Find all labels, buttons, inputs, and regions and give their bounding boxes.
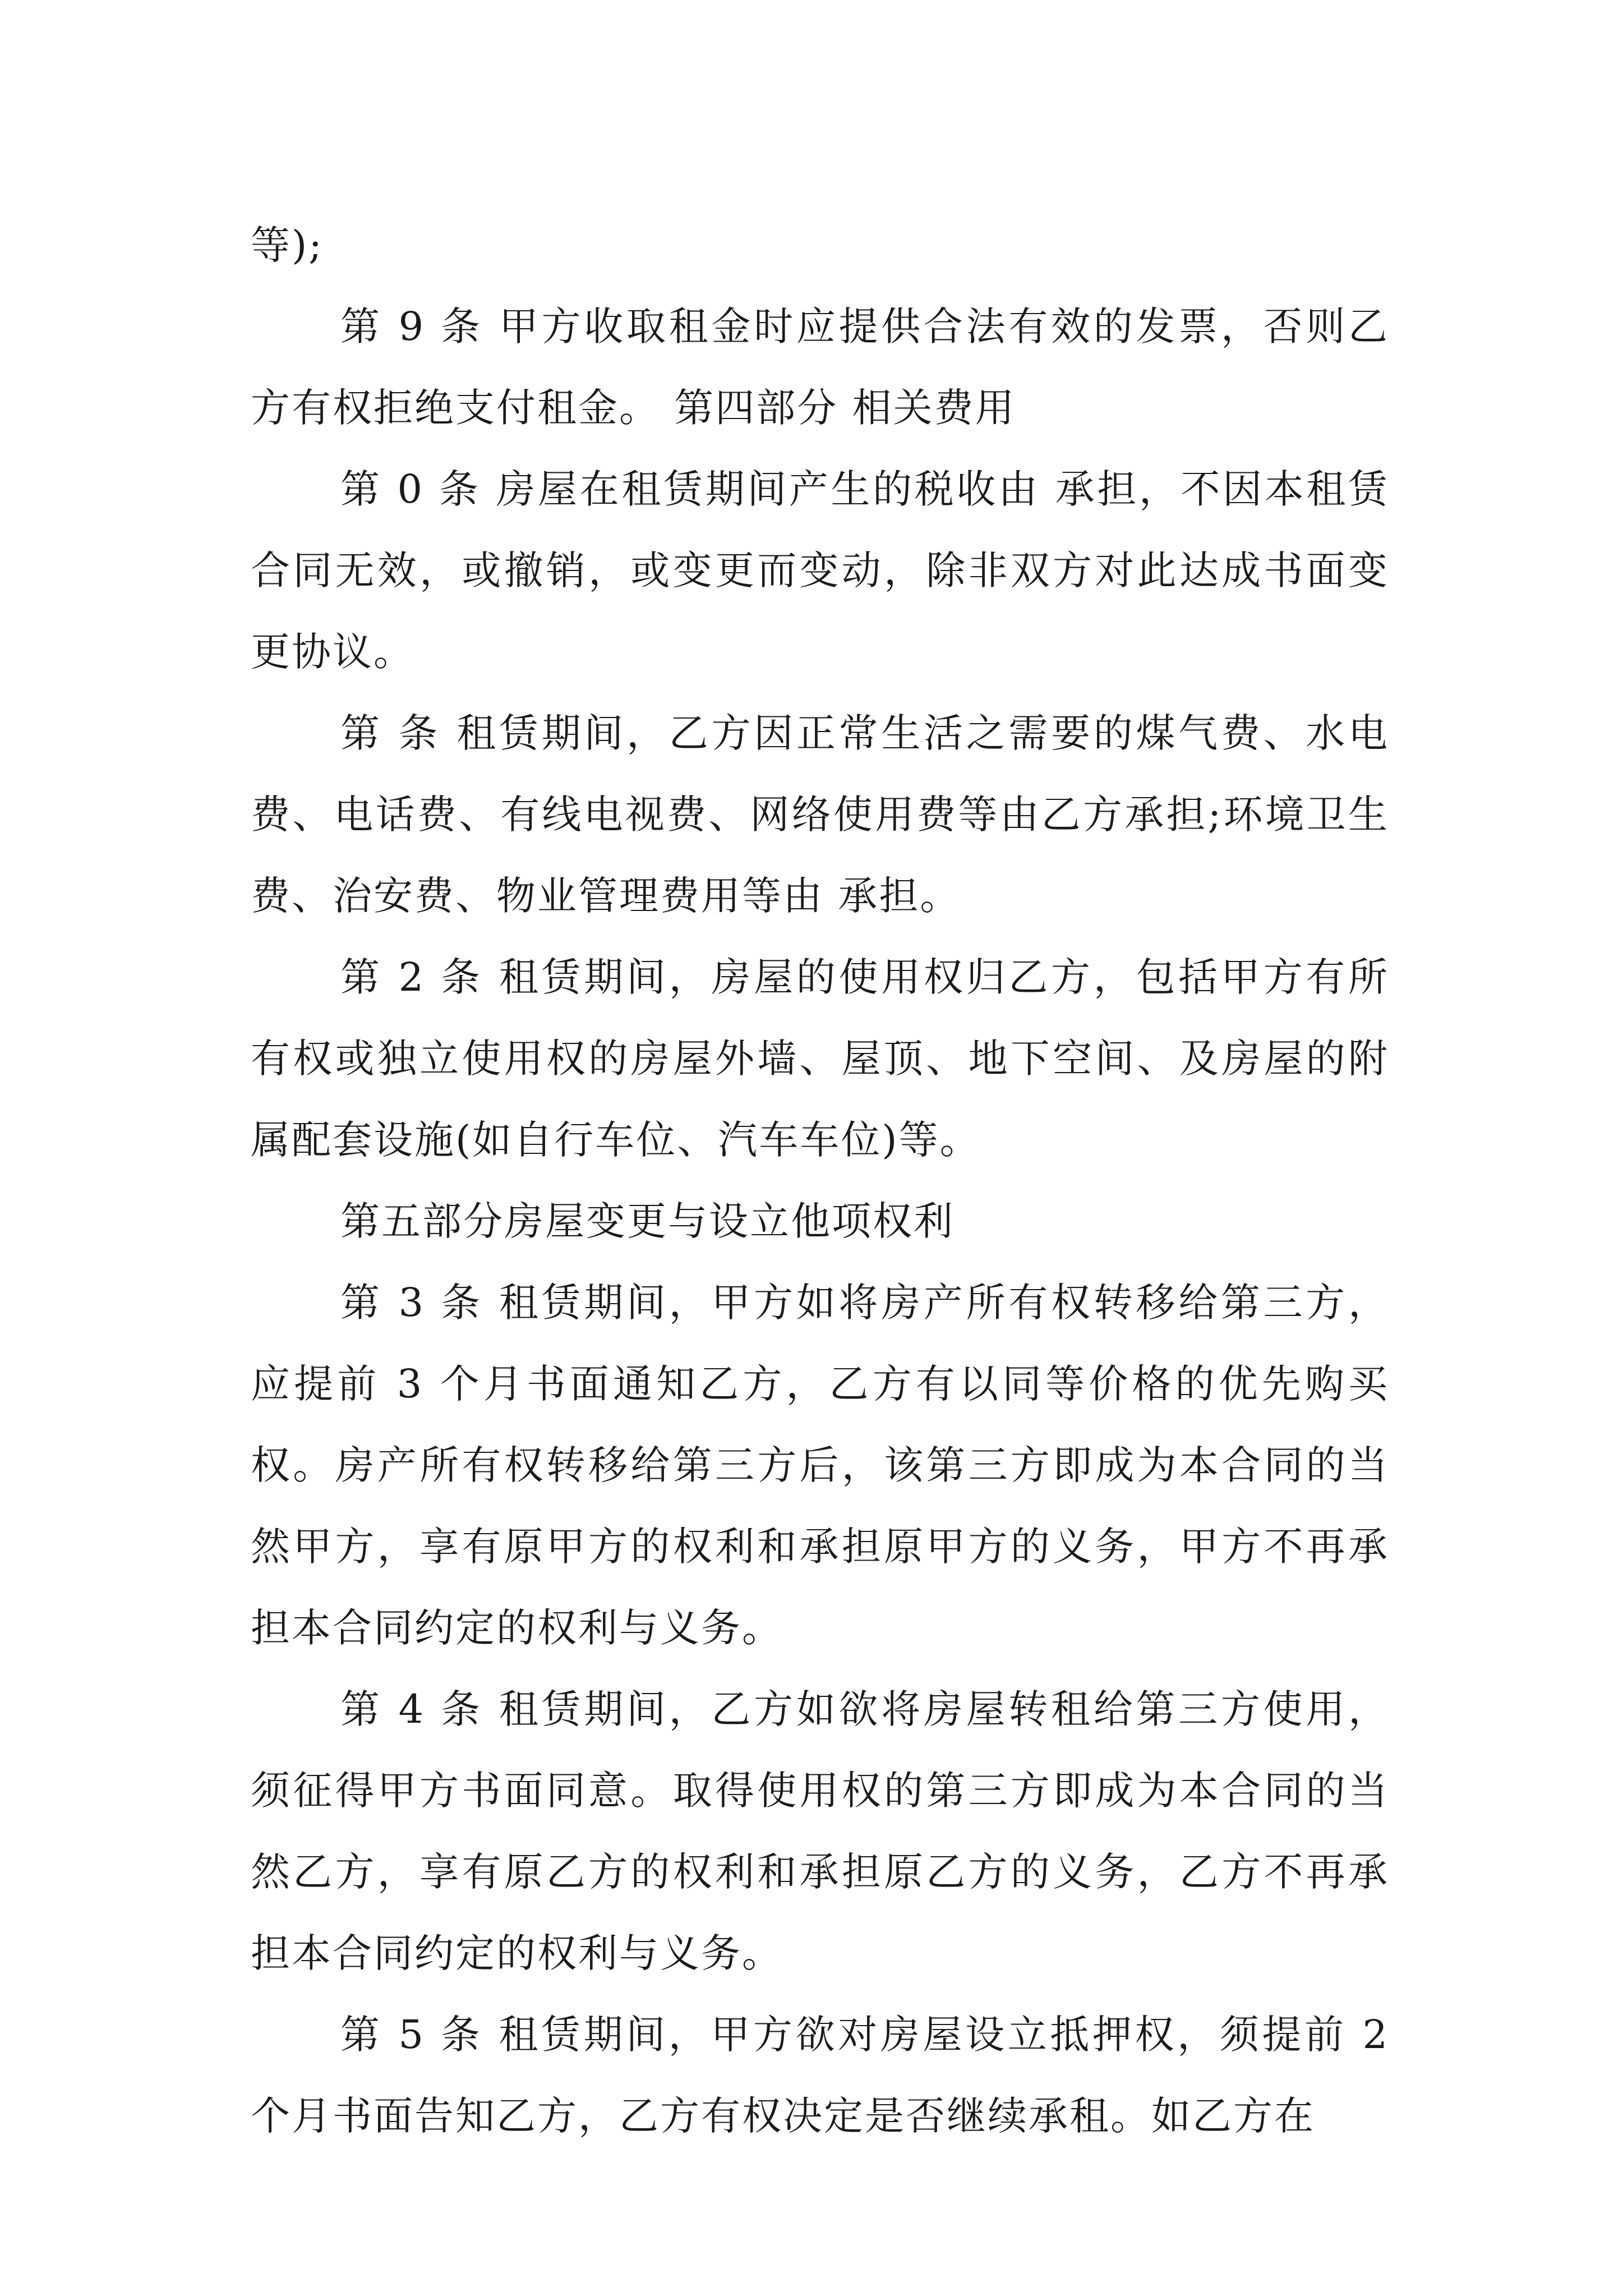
paragraph-article-11: 第 条 租赁期间，乙方因正常生活之需要的煤气费、水电费、电话费、有线电视费、网络使用费等由乙方承担;环境卫生费、治安费、物业管理费用等由 承担。 xyxy=(251,710,1389,919)
paragraph-article-10: 第 0 条 房屋在租赁期间产生的税收由 承担，不因本租赁合同无效，或撤销，或变更而变动，除非双方对此达成书面变更协议。 xyxy=(251,466,1389,675)
paragraph-continuation: 等); xyxy=(251,222,324,268)
document-body xyxy=(251,205,1389,2157)
paragraph-article-13: 第 3 条 租赁期间，甲方如将房产所有权转移给第三方，应提前 3 个月书面通知乙方，乙方有以同等价格的优先购买权。房产所有权转移给第三方后，该第三方即成为本合同的当然甲方，享有原甲方的权利和承担原甲方的义务，甲方不再承担本合同约定的权利与义务。 xyxy=(251,1280,1389,1651)
paragraph-article-12: 第 2 条 租赁期间，房屋的使用权归乙方，包括甲方有所有权或独立使用权的房屋外墙、屋顶、地下空间、及房屋的附属配套设施(如自行车位、汽车车位)等。 xyxy=(251,954,1389,1163)
section-heading-part-5: 第五部分房屋变更与设立他项权利 xyxy=(340,1198,955,1244)
paragraph-article-9: 第 9 条 甲方收取租金时应提供合法有效的发票，否则乙方有权拒绝支付租金。 第四部分 相关费用 xyxy=(251,303,1389,431)
paragraph-article-15: 第 5 条 租赁期间，甲方欲对房屋设立抵押权，须提前 2 个月书面告知乙方，乙方有权决定是否继续承租。如乙方在 xyxy=(251,2012,1389,2139)
paragraph-article-14: 第 4 条 租赁期间，乙方如欲将房屋转租给第三方使用，须征得甲方书面同意。取得使用权的第三方即成为本合同的当然乙方，享有原乙方的权利和承担原乙方的义务，乙方不再承担本合同约定的权利与义务。 xyxy=(251,1686,1389,1976)
